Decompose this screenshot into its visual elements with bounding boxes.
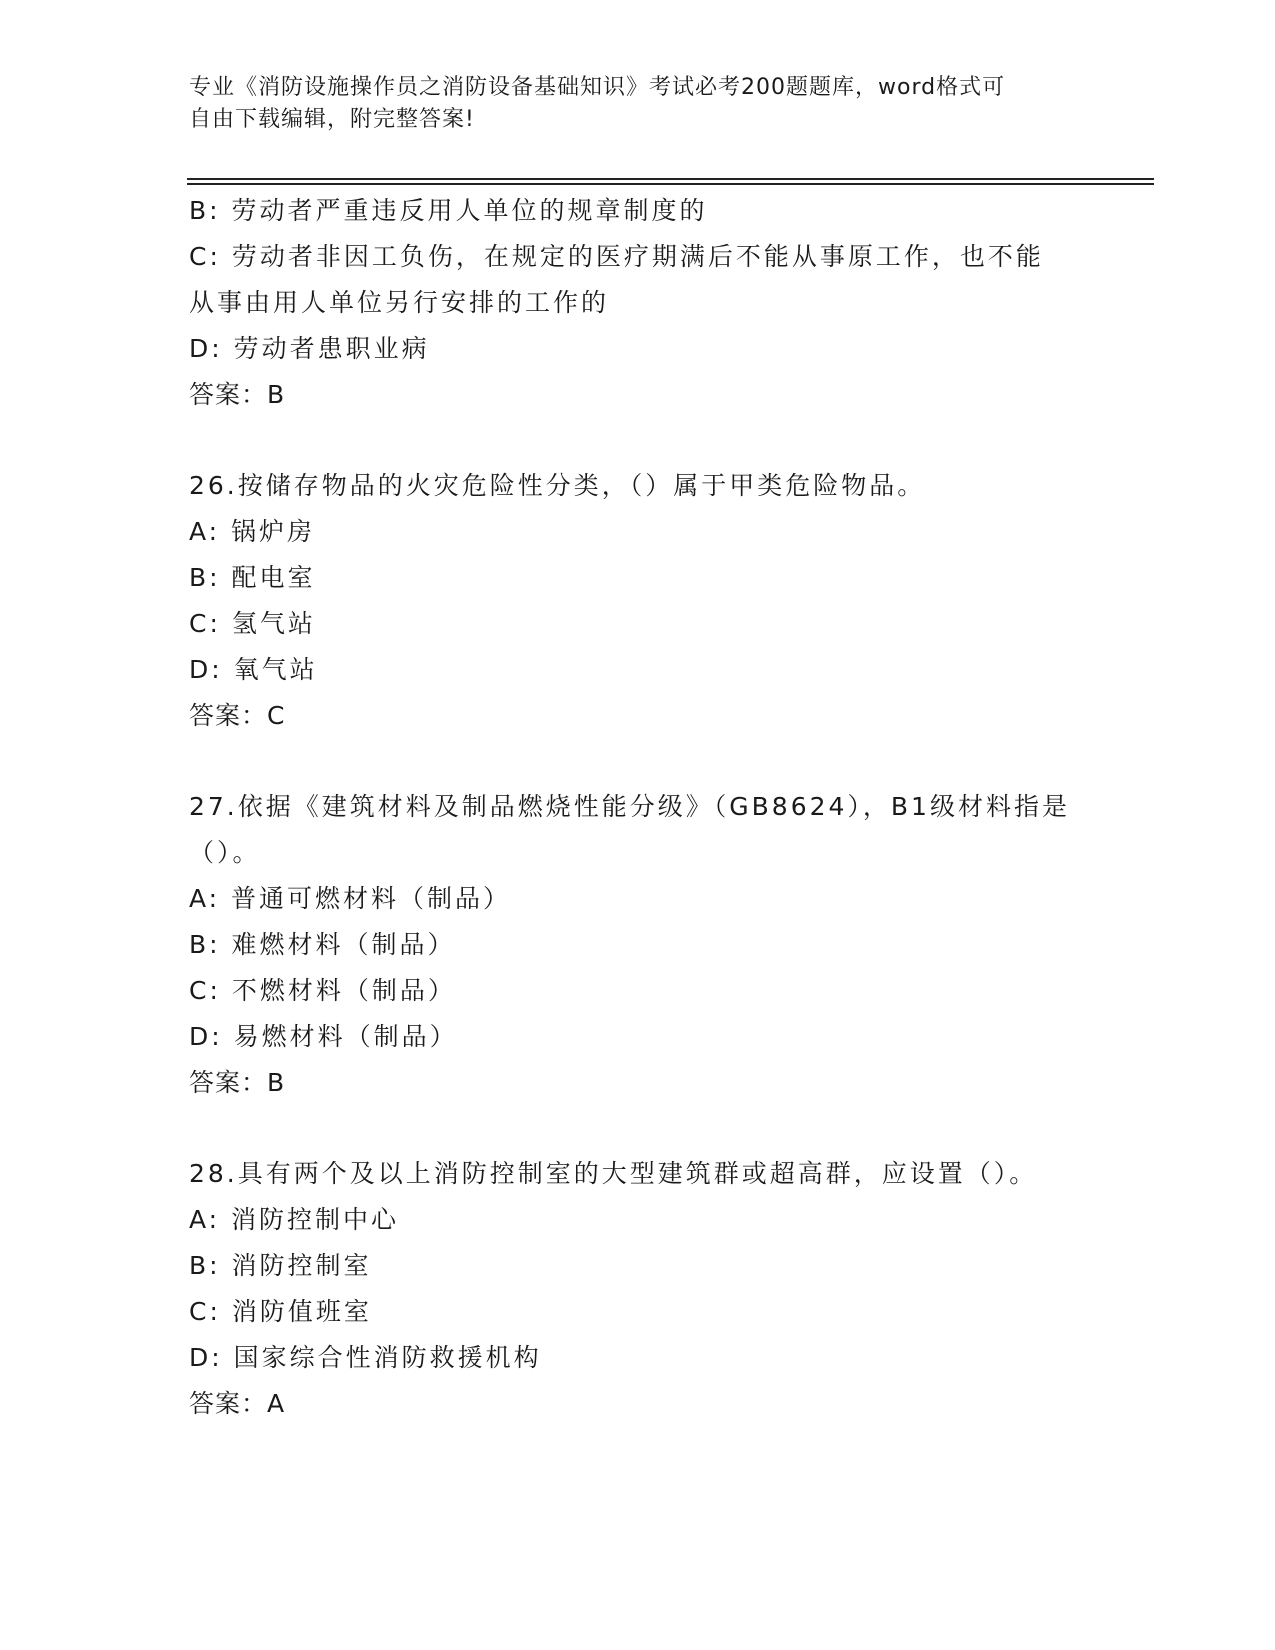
answer: 答案：C — [189, 701, 286, 730]
option-c: C: 氢气站 — [189, 609, 316, 638]
spacer — [189, 418, 1089, 463]
answer: 答案：B — [189, 380, 286, 409]
option-a: A: 消防控制中心 — [189, 1205, 400, 1234]
option-b: B: 劳动者严重违反用人单位的规章制度的 — [189, 196, 708, 225]
question-stem: 26.按储存物品的火灾危险性分类，（）属于甲类危险物品。 — [189, 471, 926, 500]
question-25-continuation — [189, 188, 1089, 418]
option-a: A: 锅炉房 — [189, 517, 316, 546]
answer: 答案：B — [189, 1068, 286, 1097]
header-line-2: 自由下载编辑，附完整答案! — [189, 107, 475, 132]
option-b: B: 消防控制室 — [189, 1251, 372, 1280]
question-stem: 28.具有两个及以上消防控制室的大型建筑群或超高群，应设置（）。 — [189, 1159, 1038, 1188]
option-c-line-2: 从事由用人单位另行安排的工作的 — [189, 288, 610, 317]
option-a: A: 普通可燃材料（制品） — [189, 884, 512, 913]
option-c: C: 消防值班室 — [189, 1297, 372, 1326]
question-26 — [189, 463, 1089, 739]
option-b: B: 难燃材料（制品） — [189, 930, 456, 959]
header-divider-top — [187, 178, 1154, 180]
header-divider-bottom — [187, 183, 1154, 185]
spacer — [189, 1106, 1089, 1151]
question-stem-line-2: （）。 — [189, 838, 261, 867]
document-header — [189, 72, 1089, 136]
question-content — [189, 188, 1089, 1427]
option-b: B: 配电室 — [189, 563, 316, 592]
option-d: D: 氧气站 — [189, 655, 318, 684]
question-stem-line-1: 27.依据《建筑材料及制品燃烧性能分级》（GB8624），B1级材料指是 — [189, 792, 1070, 821]
option-c-line-1: C: 劳动者非因工负伤，在规定的医疗期满后不能从事原工作，也不能 — [189, 242, 1044, 271]
spacer — [189, 739, 1089, 784]
option-d: D: 国家综合性消防救援机构 — [189, 1343, 542, 1372]
option-d: D: 劳动者患职业病 — [189, 334, 430, 363]
question-27 — [189, 784, 1089, 1106]
answer: 答案：A — [189, 1389, 286, 1418]
question-28 — [189, 1151, 1089, 1427]
option-c: C: 不燃材料（制品） — [189, 976, 456, 1005]
option-d: D: 易燃材料（制品） — [189, 1022, 458, 1051]
header-line-1: 专业《消防设施操作员之消防设备基础知识》考试必考200题题库，word格式可 — [189, 75, 1006, 100]
